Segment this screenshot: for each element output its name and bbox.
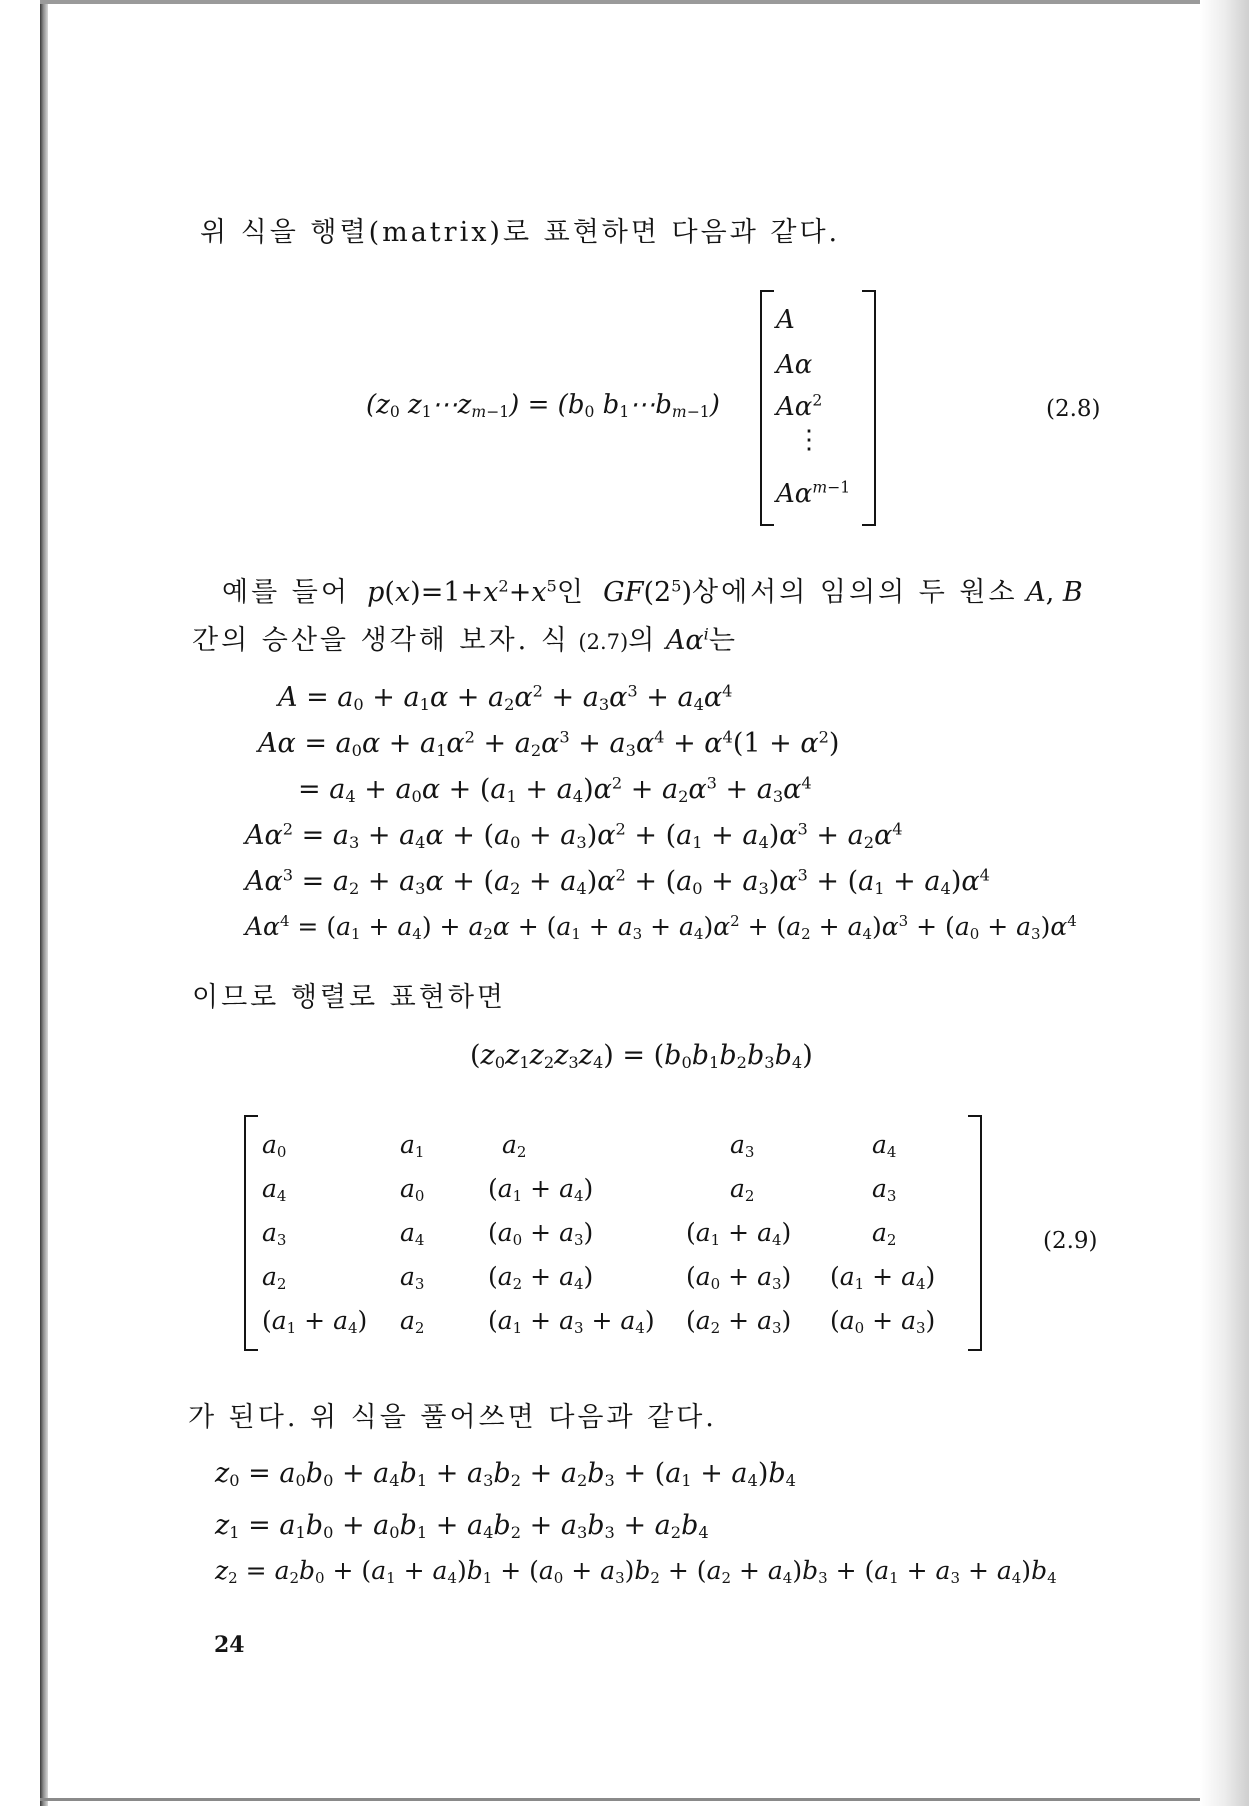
matrix-cell: $(a_2 + a_3)$ (686, 1306, 792, 1337)
example-line1-text-a: 예를 들어 (222, 577, 350, 608)
eq-A-alpha4: $A\alpha^4 = (a_1 + a_4) + a_2\alpha + (a_1 + a_3 + a_4)\alpha^2 + (a_2 + a_4)\alpha^3 + (a_0 + a_3)\alpha^4$ (245, 912, 1077, 943)
eq-A-alpha: $A\alpha = a_0\alpha + a_1\alpha^2 + a_2\alpha^3 + a_3\alpha^4 + \alpha^4(1 + \alpha^2)$ (258, 727, 840, 761)
matrix-cell: $a_4$ (400, 1218, 425, 1249)
page-right-edge (1200, 0, 1249, 1806)
example-line2-text-b: 의 (628, 625, 658, 656)
matrix-cell: $(a_1 + a_4)$ (262, 1306, 368, 1337)
example-line-1: 예를 들어 $p(x)=1+x^2+x^5$인 $GF(2^5)$상에서의 임의의 두 원소 A, B (222, 576, 1083, 608)
example-line2-text-a: 간의 승산을 생각해 보자. 식 (192, 625, 570, 656)
matrix-cell: $a_2$ (400, 1306, 425, 1337)
matrix-cell: $a_3$ (730, 1130, 755, 1161)
eq-A-alpha-cont: = $a_4 + a_0\alpha + (a_1 + a_4)\alpha^2 + a_2\alpha^3 + a_3\alpha^4$ (298, 773, 812, 807)
matrix-cell: $a_2$ (262, 1262, 287, 1293)
matrix-cell: $(a_2 + a_4)$ (488, 1262, 594, 1293)
matrix-cell: $a_0$ (400, 1174, 425, 1205)
example-line-2: 간의 승산을 생각해 보자. 식 (2.7)의 $A\alpha^i$는 (192, 624, 738, 656)
page-bottom-edge (40, 1798, 1249, 1801)
page-number: 24 (214, 1632, 245, 1658)
matrix-cell: $a_1$ (400, 1130, 425, 1161)
matrix-cell: $a_3$ (872, 1174, 897, 1205)
matrix-cell: $(a_0 + a_3)$ (488, 1218, 594, 1249)
eq-2-9-lhs: $(z_0z_1z_2z_3z_4) = (b_0b_1b_2b_3b_4)$ (470, 1040, 813, 1073)
example-line1-text-b: 인 (556, 577, 586, 608)
example-line2-text-c: 는 (708, 625, 738, 656)
eq-2-8-right-bracket (862, 290, 876, 526)
eq-2-8-number: (2.8) (1046, 396, 1101, 422)
matrix-intro-line: 이므로 행렬로 표현하면 (192, 982, 506, 1013)
eq-z1: $z_1 = a_1b_0 + a_0b_1 + a_4b_2 + a_3b_3 + a_2b_4$ (215, 1510, 709, 1543)
matrix-cell: $a_4$ (262, 1174, 287, 1205)
example-polynomial: p (367, 577, 385, 608)
eq-2-8-left-bracket (760, 290, 774, 526)
matrix-cell: $(a_1 + a_3 + a_4)$ (488, 1306, 655, 1337)
matrix-cell: $a_3$ (262, 1218, 287, 1249)
matrix-cell: $a_2$ (730, 1174, 755, 1205)
eq-2-8-lhs: ($z_0$ $z_1\cdots z_{m-1}) = (b_0$ $b_1\cdots b_{m-1}$) (366, 390, 720, 421)
intro-line: 위 식을 행렬(matrix)로 표현하면 다음과 같다. (200, 217, 841, 248)
eq-A-alpha2: $A\alpha^2 = a_3 + a_4\alpha + (a_0 + a_3)\alpha^2 + (a_1 + a_4)\alpha^3 + a_2\alpha^4$ (245, 819, 903, 853)
matrix-cell: $a_4$ (872, 1130, 897, 1161)
eq-ref-2-7: (2.7) (578, 630, 629, 654)
conclusion-line: 가 된다. 위 식을 풀어쓰면 다음과 같다. (188, 1402, 717, 1433)
matrix-cell: $(a_0 + a_3)$ (686, 1262, 792, 1293)
page-top-edge (40, 0, 1249, 4)
example-line1-text-c: 상에서의 임의의 두 원소 (692, 577, 1018, 608)
eq-z2: $z_2 = a_2b_0 + (a_1 + a_4)b_1 + (a_0 + a_3)b_2 + (a_2 + a_4)b_3 + (a_1 + a_3 + a_4)b_4$ (215, 1556, 1057, 1587)
matrix-cell: $a_2$ (872, 1218, 897, 1249)
matrix-cell: $a_2$ (502, 1130, 527, 1161)
eq-z0: $z_0 = a_0b_0 + a_4b_1 + a_3b_2 + a_2b_3 + (a_1 + a_4)b_4$ (215, 1458, 796, 1491)
matrix-cell: $a_3$ (400, 1262, 425, 1293)
eq-2-9-left-bracket (244, 1115, 258, 1351)
page-binding-shadow (40, 0, 48, 1806)
matrix-cell: $(a_0 + a_3)$ (830, 1306, 936, 1337)
eq-A: $A = a_0 + a_1\alpha + a_2\alpha^2 + a_3\alpha^3 + a_4\alpha^4$ (278, 681, 733, 715)
eq-A-alpha3: $A\alpha^3 = a_2 + a_3\alpha + (a_2 + a_4)\alpha^2 + (a_0 + a_3)\alpha^3 + (a_1 + a_4)\alpha^4$ (245, 865, 990, 899)
eq-2-9-number: (2.9) (1043, 1228, 1098, 1254)
matrix-cell: $(a_1 + a_4)$ (830, 1262, 936, 1293)
matrix-cell: $(a_1 + a_4)$ (488, 1174, 594, 1205)
matrix-cell: $(a_1 + a_4)$ (686, 1218, 792, 1249)
matrix-cell: $a_0$ (262, 1130, 287, 1161)
eq-2-9-right-bracket (968, 1115, 982, 1351)
